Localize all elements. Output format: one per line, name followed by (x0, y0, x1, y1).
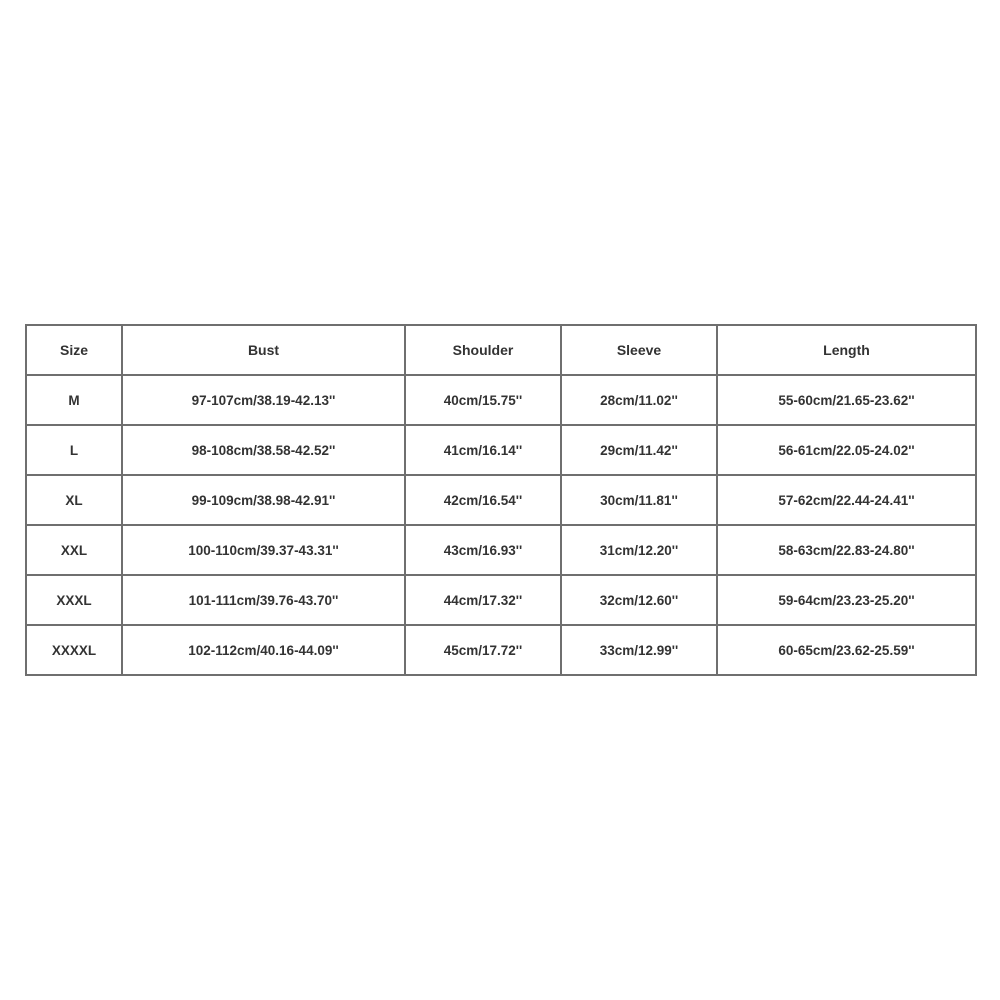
cell-length: 58-63cm/22.83-24.80'' (717, 525, 976, 575)
header-bust: Bust (122, 325, 405, 375)
cell-bust: 98-108cm/38.58-42.52'' (122, 425, 405, 475)
cell-shoulder: 40cm/15.75'' (405, 375, 561, 425)
cell-shoulder: 44cm/17.32'' (405, 575, 561, 625)
table-row (26, 425, 976, 475)
header-length: Length (717, 325, 976, 375)
cell-sleeve: 32cm/12.60'' (561, 575, 717, 625)
cell-size: XXL (26, 525, 122, 575)
cell-sleeve: 28cm/11.02'' (561, 375, 717, 425)
header-size: Size (26, 325, 122, 375)
cell-size: XXXL (26, 575, 122, 625)
table-header (26, 325, 976, 375)
cell-bust: 100-110cm/39.37-43.31'' (122, 525, 405, 575)
cell-sleeve: 30cm/11.81'' (561, 475, 717, 525)
size-chart-table (25, 324, 977, 676)
cell-shoulder: 43cm/16.93'' (405, 525, 561, 575)
cell-sleeve: 33cm/12.99'' (561, 625, 717, 675)
cell-size: XL (26, 475, 122, 525)
cell-size: M (26, 375, 122, 425)
table-body (26, 375, 976, 675)
header-shoulder: Shoulder (405, 325, 561, 375)
cell-length: 55-60cm/21.65-23.62'' (717, 375, 976, 425)
header-sleeve: Sleeve (561, 325, 717, 375)
cell-size: XXXXL (26, 625, 122, 675)
cell-sleeve: 31cm/12.20'' (561, 525, 717, 575)
cell-bust: 97-107cm/38.19-42.13'' (122, 375, 405, 425)
cell-length: 57-62cm/22.44-24.41'' (717, 475, 976, 525)
cell-bust: 101-111cm/39.76-43.70'' (122, 575, 405, 625)
cell-bust: 102-112cm/40.16-44.09'' (122, 625, 405, 675)
table-row (26, 475, 976, 525)
table-row (26, 575, 976, 625)
cell-length: 56-61cm/22.05-24.02'' (717, 425, 976, 475)
cell-bust: 99-109cm/38.98-42.91'' (122, 475, 405, 525)
cell-shoulder: 41cm/16.14'' (405, 425, 561, 475)
cell-size: L (26, 425, 122, 475)
cell-length: 60-65cm/23.62-25.59'' (717, 625, 976, 675)
header-row (26, 325, 976, 375)
cell-shoulder: 45cm/17.72'' (405, 625, 561, 675)
table-row (26, 625, 976, 675)
cell-shoulder: 42cm/16.54'' (405, 475, 561, 525)
table-row (26, 525, 976, 575)
cell-length: 59-64cm/23.23-25.20'' (717, 575, 976, 625)
table-row (26, 375, 976, 425)
cell-sleeve: 29cm/11.42'' (561, 425, 717, 475)
